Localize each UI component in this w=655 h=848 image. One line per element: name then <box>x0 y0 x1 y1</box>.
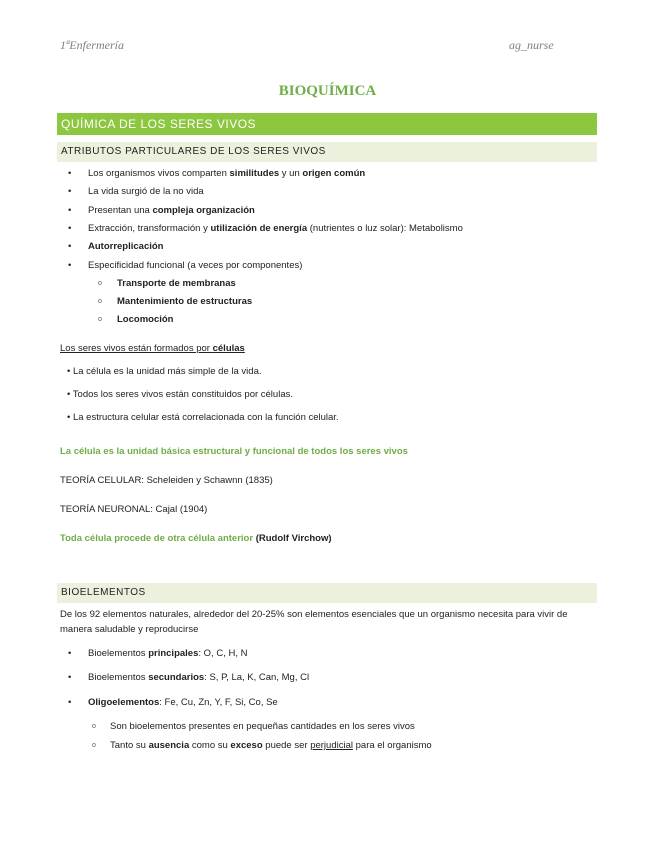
small-bullet: • Todos los seres vivos están constituidos por células. <box>67 389 293 400</box>
list-item-origen-vida: La vida surgió de la no vida <box>88 186 204 197</box>
sublist-item: Son bioelementos presentes en pequeñas cantidades en los seres vivos <box>110 721 415 732</box>
list-item-principales: Bioelementos principales: O, C, H, N <box>88 648 248 659</box>
cells-heading: Los seres vivos están formados por células <box>60 343 245 354</box>
list-item-oligoelementos: Oligoelementos: Fe, Cu, Zn, Y, F, Si, Co, Se <box>88 697 278 708</box>
list-item-especificidad: Especificidad funcional (a veces por componentes) <box>88 260 303 271</box>
bullet-dot: • <box>68 260 72 271</box>
bioelementos-intro: De los 92 elementos naturales, alrededor del 20-25% son elementos esenciales que un organismo necesita para vivir de manera saludable y reproducirse <box>60 609 568 635</box>
virchow-statement: Toda célula procede de otra célula anterior (Rudolf Virchow) <box>60 533 332 544</box>
bullet-dot: • <box>68 205 72 216</box>
bullet-dot: • <box>68 648 72 659</box>
circle-bullet: o <box>98 316 102 323</box>
list-item-autorreplicacion: Autorreplicación <box>88 241 164 252</box>
list-item-secundarios: Bioelementos secundarios: S, P, La, K, Can, Mg, Cl <box>88 672 310 683</box>
page-title: BIOQUÍMICA <box>278 83 377 99</box>
bullet-dot: • <box>68 672 72 683</box>
teoria-celular: TEORÍA CELULAR: Scheleiden y Schawnn (1835) <box>60 475 273 486</box>
circle-bullet: o <box>92 723 96 730</box>
sublist-item: Transporte de membranas <box>117 278 236 289</box>
circle-bullet: o <box>98 280 102 287</box>
header-left: 1ªEnfermería <box>60 38 124 52</box>
sublist-item: Locomoción <box>117 314 174 325</box>
header-right: ag_nurse <box>509 38 554 52</box>
subsection-atributos: ATRIBUTOS PARTICULARES DE LOS SERES VIVOS <box>57 142 597 162</box>
section-band-quimica: QUÍMICA DE LOS SERES VIVOS <box>57 113 597 135</box>
small-bullet: • La estructura celular está correlacionada con la función celular. <box>67 412 339 423</box>
bullet-dot: • <box>68 168 72 179</box>
bullet-dot: • <box>68 186 72 197</box>
small-bullet: • La célula es la unidad más simple de la vida. <box>67 366 262 377</box>
sublist-item: Mantenimiento de estructuras <box>117 296 253 307</box>
subsection-bioelementos: BIOELEMENTOS <box>57 583 597 603</box>
list-item-organizacion: Presentan una compleja organización <box>88 205 255 216</box>
sublist-item: Tanto su ausencia como su exceso puede ser perjudicial para el organismo <box>110 740 432 751</box>
list-item-similitudes: Los organismos vivos comparten similitudes y un origen común <box>88 168 366 179</box>
bullet-dot: • <box>68 241 72 252</box>
circle-bullet: o <box>98 298 102 305</box>
list-item-energia: Extracción, transformación y utilización de energía (nutrientes o luz solar): Metabolismo <box>88 223 463 234</box>
cell-definition: La célula es la unidad básica estructural y funcional de todos los seres vivos <box>60 446 408 457</box>
circle-bullet: o <box>92 742 96 749</box>
bullet-dot: • <box>68 697 72 708</box>
bullet-dot: • <box>68 223 72 234</box>
teoria-neuronal: TEORÍA NEURONAL: Cajal (1904) <box>60 504 208 515</box>
